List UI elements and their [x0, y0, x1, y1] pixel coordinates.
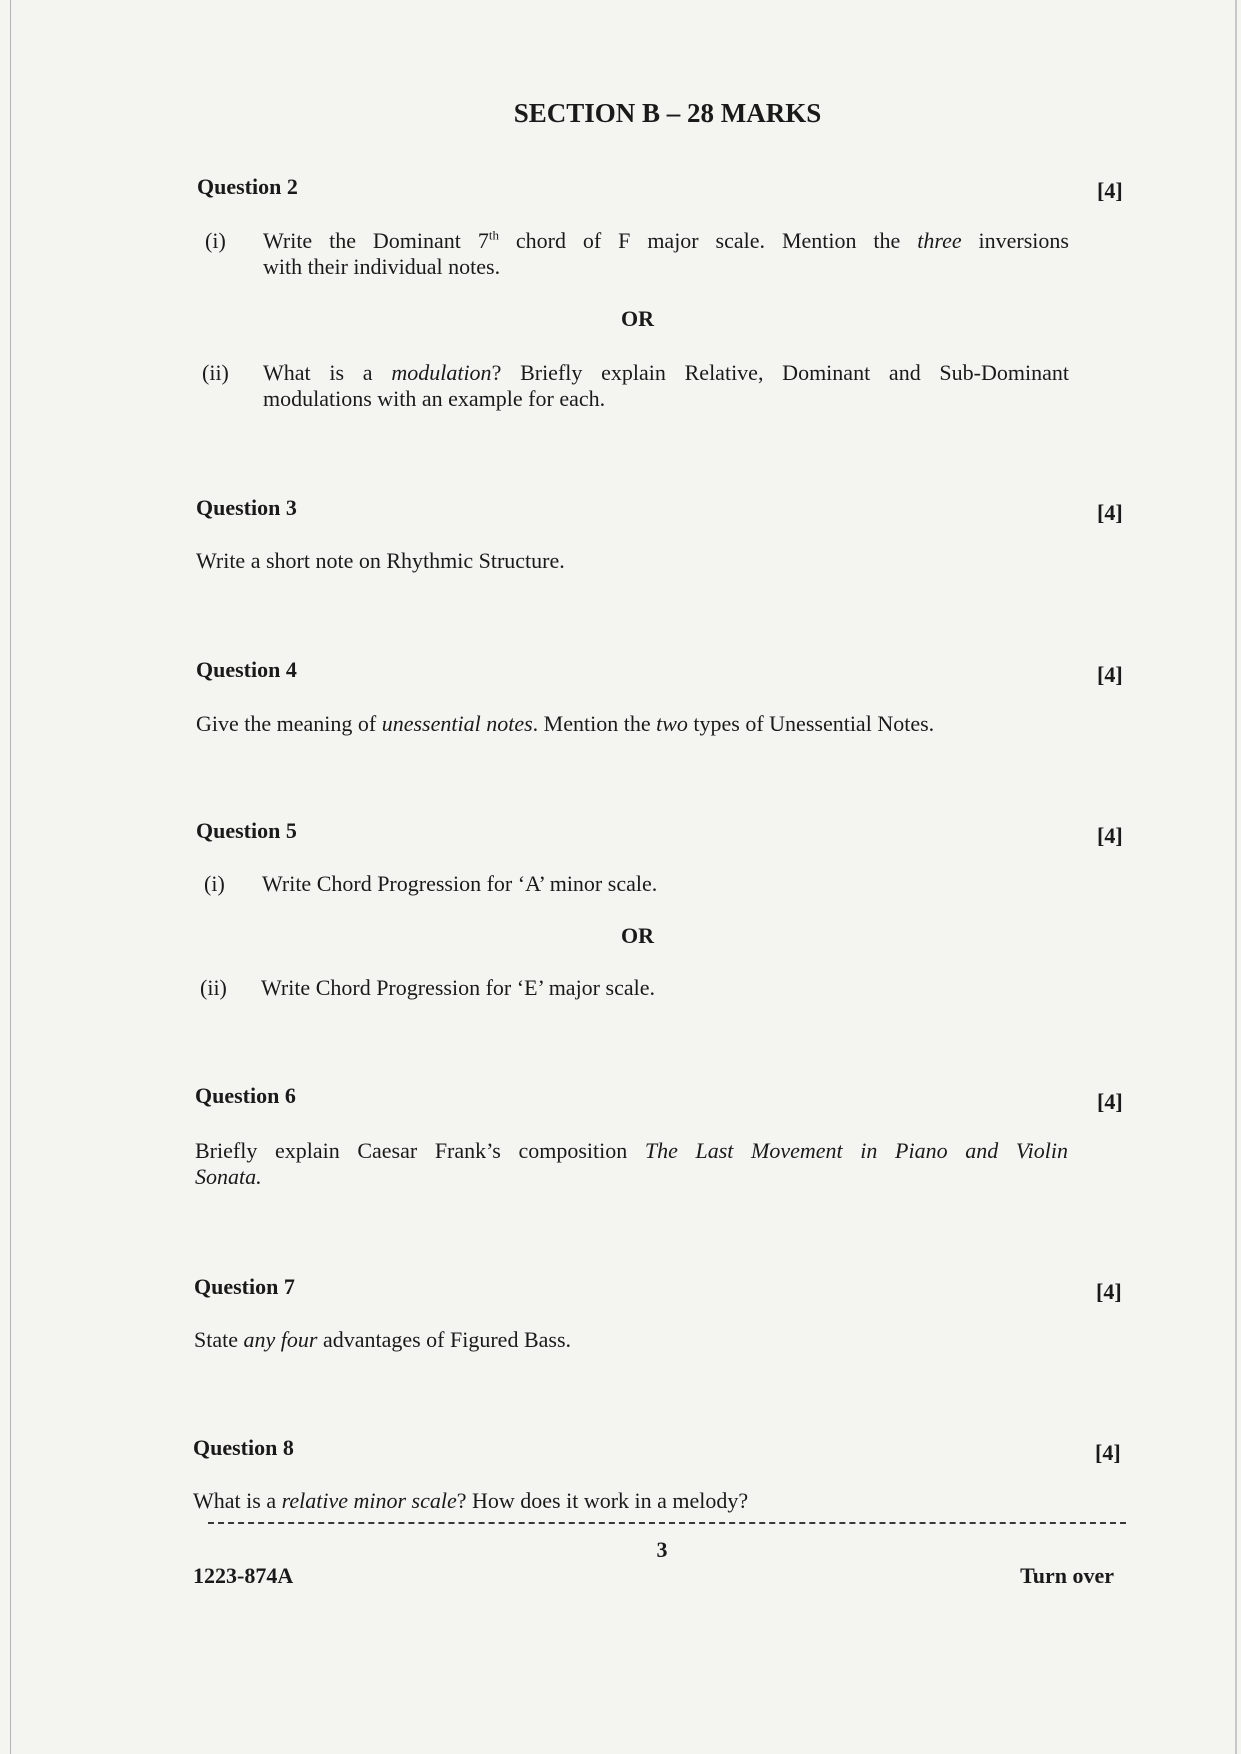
question-5-marks: [4] — [1097, 823, 1123, 848]
question-8-heading: Question 8 — [193, 1435, 294, 1460]
emphasis: The Last Movement in Piano and Violin — [644, 1138, 1069, 1163]
question-2-marks: [4] — [1097, 178, 1123, 203]
question-5-heading: Question 5 — [196, 818, 297, 843]
question-2-part-ii-text-line2: modulations with an example for each. — [263, 386, 606, 411]
footer-divider — [208, 1522, 1126, 1524]
page-edge-right — [1235, 0, 1237, 1754]
question-6-text-line2 — [195, 1164, 262, 1190]
question-3-marks: [4] — [1097, 500, 1123, 525]
text-run: . — [256, 1164, 262, 1189]
question-2-part-ii-label: (ii) — [202, 360, 229, 385]
question-2-part-ii-text — [263, 360, 1069, 386]
question-2-part-i-text — [263, 228, 1069, 254]
text-run: chord of F major scale. Mention the — [498, 228, 918, 253]
text-run: . Mention the — [532, 711, 657, 736]
text-run: inversions — [961, 228, 1069, 253]
question-4-heading: Question 4 — [196, 657, 297, 682]
question-8-marks: [4] — [1095, 1440, 1121, 1465]
text-run: State — [194, 1327, 244, 1352]
text-run: ? How does it work in a melody? — [456, 1488, 749, 1513]
text-run: Give the meaning of — [196, 711, 382, 736]
text-run: ? Briefly explain Relative, Dominant and Sub-Dominant — [491, 360, 1069, 385]
emphasis: modulation — [391, 360, 492, 385]
question-4-marks: [4] — [1097, 662, 1123, 687]
question-5-part-i-label: (i) — [204, 871, 225, 896]
emphasis: relative minor scale — [281, 1488, 457, 1513]
question-6-text — [195, 1138, 1068, 1164]
text-run: What is a — [193, 1488, 282, 1513]
emphasis: unessential notes — [381, 711, 533, 736]
emphasis: any four — [243, 1327, 318, 1352]
page-edge-left — [10, 0, 11, 1754]
text-run: Briefly explain Caesar Frank’s composition — [195, 1138, 645, 1163]
question-4-text — [196, 711, 934, 737]
emphasis: Sonata — [195, 1164, 257, 1189]
text-run: Write the Dominant 7 — [263, 228, 489, 253]
question-5-part-ii-label: (ii) — [200, 975, 227, 1000]
turn-over-label: Turn over — [1020, 1563, 1114, 1588]
text-run: advantages of Figured Bass. — [317, 1327, 572, 1352]
question-7-marks: [4] — [1096, 1279, 1122, 1304]
question-3-heading: Question 3 — [196, 495, 297, 520]
question-3-text: Write a short note on Rhythmic Structure. — [196, 548, 565, 573]
superscript: th — [488, 227, 499, 243]
question-5-part-i-text: Write Chord Progression for ‘A’ minor scale. — [262, 871, 658, 896]
question-6-marks: [4] — [1097, 1089, 1123, 1114]
question-2-heading: Question 2 — [197, 174, 298, 199]
question-2-part-i-text-line2: with their individual notes. — [263, 254, 501, 279]
question-6-heading: Question 6 — [195, 1083, 296, 1108]
text-run: types of Unessential Notes. — [687, 711, 935, 736]
question-5-or: OR — [621, 923, 654, 948]
question-8-text — [193, 1488, 748, 1514]
question-7-heading: Question 7 — [194, 1274, 295, 1299]
emphasis: two — [656, 711, 688, 736]
question-2-part-i-label: (i) — [205, 228, 226, 253]
emphasis: three — [917, 228, 962, 253]
page-number: 3 — [656, 1537, 668, 1562]
question-7-text — [194, 1327, 571, 1353]
section-heading: SECTION B – 28 MARKS — [513, 98, 822, 128]
question-2-or: OR — [621, 306, 654, 331]
question-5-part-ii-text: Write Chord Progression for ‘E’ major scale. — [261, 975, 655, 1000]
paper-code: 1223-874A — [193, 1563, 294, 1588]
text-run: What is a — [263, 360, 392, 385]
